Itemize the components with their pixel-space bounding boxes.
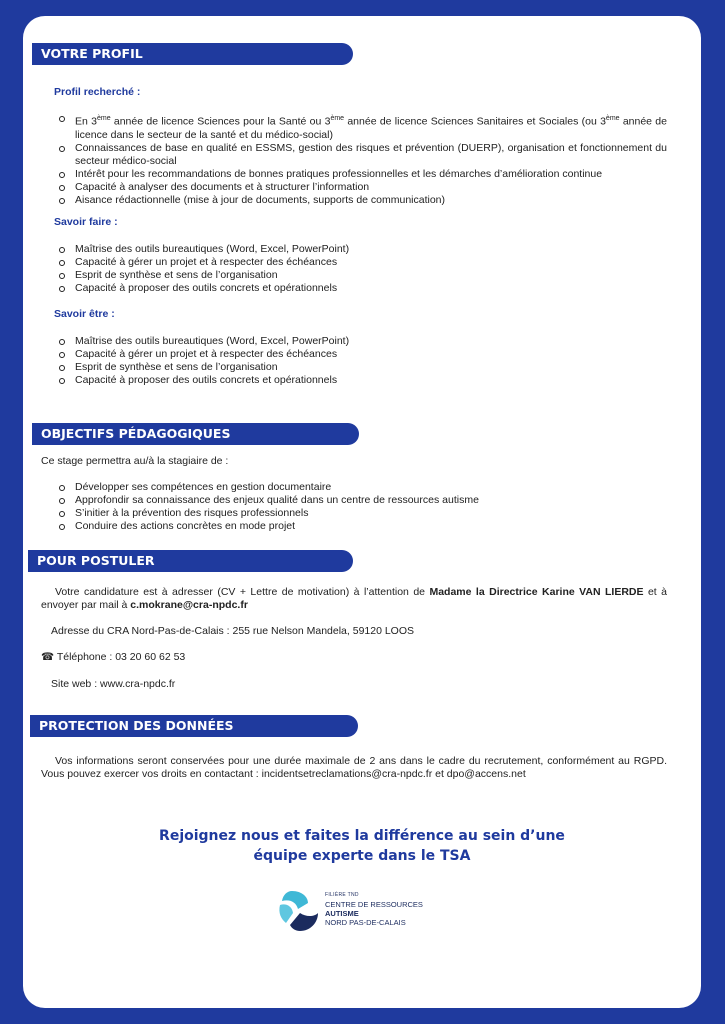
list-item: Capacité à proposer des outils concrets et opérationnels — [57, 282, 667, 295]
list-item: Connaissances de base en qualité en ESSMS, gestion des risques et prévention (DUERP), organisation et fonctionnement du secteur médico-social — [57, 142, 667, 168]
list-item: Esprit de synthèse et sens de l’organisation — [57, 269, 667, 282]
list-item: Maîtrise des outils bureautiques (Word, Excel, PowerPoint) — [57, 335, 667, 348]
postuler-website[interactable]: Site web : www.cra-npdc.fr — [51, 678, 176, 690]
savoir-faire-list — [57, 243, 667, 295]
list-item: Conduire des actions concrètes en mode projet — [57, 520, 667, 533]
logo-text: FILIÈRE TND CENTRE DE RESSOURCES AUTISME NORD PAS-DE-CALAIS — [325, 892, 423, 927]
postuler-instructions: Votre candidature est à adresser (CV + Lettre de motivation) à l’attention de Madame la Directrice Karine VAN LIERDE et à envoyer par mail à c.mokrane@cra-npdc.fr — [41, 586, 667, 611]
list-item: S’initier à la prévention des risques professionnels — [57, 507, 667, 520]
postuler-address: Adresse du CRA Nord-Pas-de-Calais : 255 rue Nelson Mandela, 59120 LOOS — [51, 625, 415, 637]
list-item: Capacité à proposer des outils concrets et opérationnels — [57, 374, 667, 387]
phone-icon: ☎ — [41, 651, 55, 663]
postuler-phone: ☎ Téléphone : 03 20 60 62 53 — [41, 651, 186, 663]
cra-logo — [278, 889, 438, 935]
list-item: En 3ème année de licence Sciences pour la Santé ou 3ème année de licence Sciences Sanitaires et Sociales (ou 3ème année de licence dans le secteur de la santé et du médico-social) — [57, 112, 667, 142]
savoir-etre-title: Savoir être : — [54, 308, 115, 320]
list-item: Capacité à analyser des documents et à structurer l’information — [57, 181, 667, 194]
cra-logo-icon — [278, 889, 320, 935]
objectifs-intro: Ce stage permettra au/à la stagiaire de : — [41, 455, 229, 467]
list-item: Maîtrise des outils bureautiques (Word, Excel, PowerPoint) — [57, 243, 667, 256]
document-page — [23, 16, 701, 1008]
section-heading-objectifs: OBJECTIFS PÉDAGOGIQUES — [32, 423, 359, 445]
list-item: Approfondir sa connaissance des enjeux qualité dans un centre de ressources autisme — [57, 494, 667, 507]
section-heading-profil: VOTRE PROFIL — [32, 43, 353, 65]
list-item: Intérêt pour les recommandations de bonnes pratiques professionnelles et les démarches d’amélioration continue — [57, 168, 667, 181]
list-item: Aisance rédactionnelle (mise à jour de documents, supports de communication) — [57, 194, 667, 207]
list-item: Capacité à gérer un projet et à respecter des échéances — [57, 256, 667, 269]
list-item: Développer ses compétences en gestion documentaire — [57, 481, 667, 494]
protection-text: Vos informations seront conservées pour une durée maximale de 2 ans dans le cadre du recrutement, conformément au RGPD. Vous pouvez exercer vos droits en contactant : incidentsetreclamations@cra-npdc.fr et dpo@accens.net — [41, 755, 667, 780]
savoir-etre-list — [57, 335, 667, 387]
profil-recherche-title: Profil recherché : — [54, 86, 141, 98]
contact-email[interactable]: c.mokrane@cra-npdc.fr — [130, 599, 248, 611]
profil-recherche-list — [57, 112, 667, 207]
closing-message: Rejoignez nous et faites la différence au sein d’une équipe experte dans le TSA — [159, 828, 565, 864]
section-heading-postuler: POUR POSTULER — [28, 550, 353, 572]
savoir-faire-title: Savoir faire : — [54, 216, 118, 228]
objectifs-list — [57, 481, 667, 533]
list-item: Esprit de synthèse et sens de l’organisation — [57, 361, 667, 374]
section-heading-protection: PROTECTION DES DONNÉES — [30, 715, 358, 737]
list-item: Capacité à gérer un projet et à respecter des échéances — [57, 348, 667, 361]
